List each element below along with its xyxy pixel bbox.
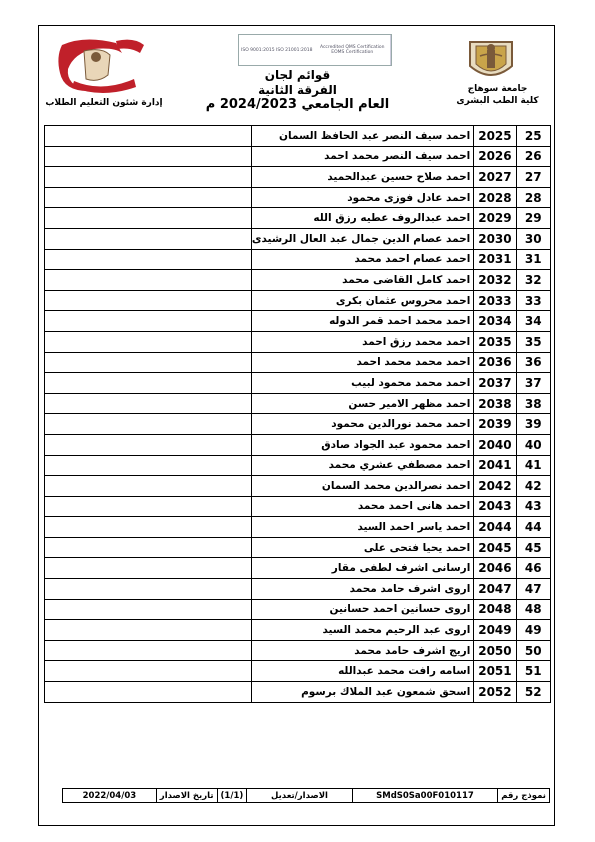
table-row xyxy=(45,352,551,373)
student-name-cell: احمد يحيا فتحى على xyxy=(251,537,473,558)
table-row xyxy=(45,682,551,703)
document-title: قوائم لجان xyxy=(264,68,331,82)
student-name-cell: اروى حسانين احمد حسانين xyxy=(251,599,473,620)
seat-number-cell: 2036 xyxy=(474,352,516,373)
student-name-cell: احمد عبدالروف عطيه رزق الله xyxy=(251,208,473,229)
student-name-cell: احمد مصطفي عشري محمد xyxy=(251,455,473,476)
notes-cell xyxy=(45,620,252,641)
table-row xyxy=(45,476,551,497)
seat-number-cell: 2037 xyxy=(474,373,516,394)
serial-number-cell: 30 xyxy=(516,228,550,249)
seat-number-cell: 2038 xyxy=(474,393,516,414)
table-row xyxy=(45,126,551,147)
table-row xyxy=(45,414,551,435)
student-name-cell: احمد عصام احمد محمد xyxy=(251,249,473,270)
student-affairs-logo xyxy=(54,33,150,95)
serial-number-cell: 35 xyxy=(516,331,550,352)
student-name-cell: احمد عصام الدين جمال عبد العال الرشيدى xyxy=(251,228,473,249)
serial-number-cell: 50 xyxy=(516,640,550,661)
serial-number-cell: 28 xyxy=(516,187,550,208)
certification-logos xyxy=(238,34,392,66)
serial-number-cell: 43 xyxy=(516,496,550,517)
student-name-cell: اريج اشرف حامد محمد xyxy=(251,640,473,661)
seat-number-cell: 2039 xyxy=(474,414,516,435)
serial-number-cell: 34 xyxy=(516,311,550,332)
table-row xyxy=(45,620,551,641)
student-name-cell: اروى اشرف حامد محمد xyxy=(251,579,473,600)
committee-list-body xyxy=(45,126,551,703)
table-row xyxy=(45,599,551,620)
form-number-value: SMdS0Sa00F010117 xyxy=(352,789,497,803)
notes-cell xyxy=(45,393,252,414)
notes-cell xyxy=(45,537,252,558)
table-row xyxy=(45,579,551,600)
serial-number-cell: 37 xyxy=(516,373,550,394)
seat-number-cell: 2046 xyxy=(474,558,516,579)
student-name-cell: احمد محمد احمد قمر الدوله xyxy=(251,311,473,332)
notes-cell xyxy=(45,579,252,600)
department-name: إدارة شئون التعليم الطلاب xyxy=(45,98,163,108)
seat-number-cell: 2032 xyxy=(474,270,516,291)
notes-cell xyxy=(45,455,252,476)
student-name-cell: احمد هانى احمد محمد xyxy=(251,496,473,517)
table-row xyxy=(45,640,551,661)
notes-cell xyxy=(45,517,252,538)
notes-cell xyxy=(45,476,252,497)
edition-label: الاصدار/تعديل xyxy=(247,789,352,803)
edition-value: (1/1) xyxy=(217,789,247,803)
serial-number-cell: 27 xyxy=(516,167,550,188)
table-row xyxy=(45,187,551,208)
student-name-cell: اروى عبد الرحيم محمد السيد xyxy=(251,620,473,641)
serial-number-cell: 36 xyxy=(516,352,550,373)
serial-number-cell: 32 xyxy=(516,270,550,291)
student-name-cell: احمد صلاح حسين عبدالحميد xyxy=(251,167,473,188)
seat-number-cell: 2044 xyxy=(474,517,516,538)
notes-cell xyxy=(45,290,252,311)
issue-date-label: تاريخ الاصدار xyxy=(156,789,217,803)
seat-number-cell: 2052 xyxy=(474,682,516,703)
seat-number-cell: 2047 xyxy=(474,579,516,600)
notes-cell xyxy=(45,208,252,229)
serial-number-cell: 47 xyxy=(516,579,550,600)
serial-number-cell: 48 xyxy=(516,599,550,620)
notes-cell xyxy=(45,414,252,435)
serial-number-cell: 41 xyxy=(516,455,550,476)
seat-number-cell: 2030 xyxy=(474,228,516,249)
form-footer xyxy=(62,788,550,803)
seat-number-cell: 2035 xyxy=(474,331,516,352)
table-row xyxy=(45,290,551,311)
serial-number-cell: 31 xyxy=(516,249,550,270)
student-name-cell: ارسانى اشرف لطفى مقار xyxy=(251,558,473,579)
student-name-cell: احمد نصرالدين محمد السمان xyxy=(251,476,473,497)
table-row xyxy=(45,331,551,352)
student-name-cell: احمد مظهر الامير حسن xyxy=(251,393,473,414)
seat-number-cell: 2027 xyxy=(474,167,516,188)
serial-number-cell: 42 xyxy=(516,476,550,497)
notes-cell xyxy=(45,270,252,291)
grade-level: الفرقة الثانية xyxy=(258,83,337,97)
notes-cell xyxy=(45,434,252,455)
serial-number-cell: 33 xyxy=(516,290,550,311)
table-row xyxy=(45,311,551,332)
seat-number-cell: 2026 xyxy=(474,146,516,167)
issue-date-value: 2022/04/03 xyxy=(63,789,157,803)
table-row xyxy=(45,208,551,229)
seat-number-cell: 2034 xyxy=(474,311,516,332)
seat-number-cell: 2051 xyxy=(474,661,516,682)
serial-number-cell: 39 xyxy=(516,414,550,435)
notes-cell xyxy=(45,146,252,167)
serial-number-cell: 46 xyxy=(516,558,550,579)
table-row xyxy=(45,249,551,270)
academic-year: العام الجامعي 2024/2023 م xyxy=(205,97,390,112)
faculty-name-block xyxy=(455,83,540,107)
table-row xyxy=(45,537,551,558)
seat-number-cell: 2049 xyxy=(474,620,516,641)
notes-cell xyxy=(45,682,252,703)
serial-number-cell: 49 xyxy=(516,620,550,641)
student-name-cell: احمد عادل فوزى محمود xyxy=(251,187,473,208)
accreditation-certificate: Accredited QMS Certification EOMS Certification xyxy=(315,35,392,65)
seat-number-cell: 2050 xyxy=(474,640,516,661)
table-row xyxy=(45,496,551,517)
serial-number-cell: 38 xyxy=(516,393,550,414)
table-row xyxy=(45,558,551,579)
student-name-cell: احمد محمد محمد احمد xyxy=(251,352,473,373)
faculty-name: كلية الطب البشرى xyxy=(456,96,539,106)
table-row xyxy=(45,455,551,476)
serial-number-cell: 51 xyxy=(516,661,550,682)
student-name-cell: اسحق شمعون عبد الملاك برسوم xyxy=(251,682,473,703)
student-name-cell: احمد سيف النصر محمد احمد xyxy=(251,146,473,167)
seat-number-cell: 2041 xyxy=(474,455,516,476)
student-name-cell: احمد كامل القاضى محمد xyxy=(251,270,473,291)
seat-number-cell: 2042 xyxy=(474,476,516,497)
serial-number-cell: 52 xyxy=(516,682,550,703)
student-name-cell: اسامه رافت محمد عبدالله xyxy=(251,661,473,682)
footer-row xyxy=(63,789,550,803)
student-name-cell: احمد محمد محمود لبيب xyxy=(251,373,473,394)
student-name-cell: احمد محمد رزق احمد xyxy=(251,331,473,352)
serial-number-cell: 29 xyxy=(516,208,550,229)
seat-number-cell: 2048 xyxy=(474,599,516,620)
seat-number-cell: 2029 xyxy=(474,208,516,229)
notes-cell xyxy=(45,640,252,661)
notes-cell xyxy=(45,661,252,682)
notes-cell xyxy=(45,187,252,208)
table-row xyxy=(45,146,551,167)
table-row xyxy=(45,373,551,394)
table-row xyxy=(45,270,551,291)
form-number-label: نموذج رقم xyxy=(498,789,550,803)
document-title-block xyxy=(190,68,405,113)
notes-cell xyxy=(45,311,252,332)
table-row xyxy=(45,517,551,538)
notes-cell xyxy=(45,558,252,579)
serial-number-cell: 40 xyxy=(516,434,550,455)
table-row xyxy=(45,167,551,188)
iso-certificate: ISO 9001:2015 ISO 21001:2018 xyxy=(241,47,313,53)
notes-cell xyxy=(45,167,252,188)
table-row xyxy=(45,434,551,455)
notes-cell xyxy=(45,331,252,352)
student-name-cell: احمد محمود عبد الجواد صادق xyxy=(251,434,473,455)
notes-cell xyxy=(45,496,252,517)
seat-number-cell: 2043 xyxy=(474,496,516,517)
table-row xyxy=(45,228,551,249)
student-name-cell: احمد ياسر احمد السيد xyxy=(251,517,473,538)
notes-cell xyxy=(45,373,252,394)
seat-number-cell: 2045 xyxy=(474,537,516,558)
serial-number-cell: 45 xyxy=(516,537,550,558)
notes-cell xyxy=(45,249,252,270)
university-name: جامعة سوهاج xyxy=(467,84,528,94)
notes-cell xyxy=(45,599,252,620)
serial-number-cell: 26 xyxy=(516,146,550,167)
serial-number-cell: 44 xyxy=(516,517,550,538)
faculty-emblem-logo xyxy=(462,36,520,84)
table-row xyxy=(45,393,551,414)
table-row xyxy=(45,661,551,682)
student-name-cell: احمد محمد نورالدين محمود xyxy=(251,414,473,435)
seat-number-cell: 2025 xyxy=(474,126,516,147)
seat-number-cell: 2033 xyxy=(474,290,516,311)
seat-number-cell: 2040 xyxy=(474,434,516,455)
notes-cell xyxy=(45,126,252,147)
student-name-cell: احمد محروس عثمان بكرى xyxy=(251,290,473,311)
notes-cell xyxy=(45,352,252,373)
serial-number-cell: 25 xyxy=(516,126,550,147)
notes-cell xyxy=(45,228,252,249)
student-name-cell: احمد سيف النصر عبد الحافظ السمان xyxy=(251,126,473,147)
seat-number-cell: 2028 xyxy=(474,187,516,208)
committee-list-table xyxy=(44,125,551,703)
seat-number-cell: 2031 xyxy=(474,249,516,270)
